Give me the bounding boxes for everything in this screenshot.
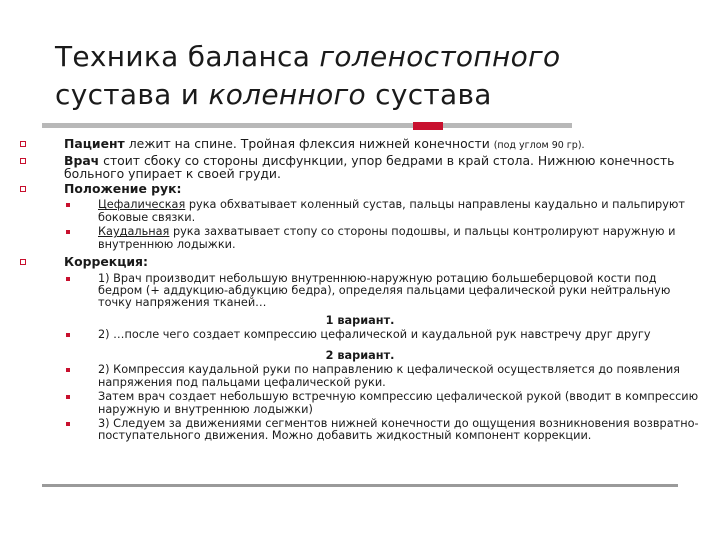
patient-text: лежит на спине. Тройная флексия нижней конечности [124, 136, 494, 151]
correction-step: Затем врач создает небольшую встречную компрессию цефалической рукой (вводит в компрессию наружную и внутреннюю лодыжки) [98, 390, 699, 416]
hollow-bullet-icon [20, 141, 26, 147]
correction-step: 3) Следуем за движениями сегментов нижней конечности до ощущения возникновения возвратно-поступательного движения. Можно добавить жидкостный компонент коррекции. [98, 417, 699, 443]
hollow-bullet-icon [20, 186, 26, 192]
bottom-divider [42, 484, 678, 487]
caudal-text: рука захватывает стопу со стороны подошвы, и пальцы контролируют наружную и внутреннюю лодыжки. [98, 225, 676, 251]
sub-list-item [20, 199, 700, 224]
doctor-label: Врач [64, 152, 100, 168]
slide-title [55, 38, 695, 114]
correction-step: 2) Компрессия каудальной руки по направлению к цефалической осуществляется до появления напряжения под пальцами цефалической руки. [98, 363, 680, 389]
correction-step: 1) Врач производит небольшую внутреннюю-наружную ротацию большеберцовой кости под бедром (+ аддукцию-абдукцию бедра), определяя пальцами цефалической руки нейтральную точку напряжения тканей… [98, 271, 671, 310]
sub-list-item [20, 364, 700, 389]
title-text: сустава и [55, 78, 209, 111]
correction-label: Коррекция: [64, 254, 148, 269]
hands-label: Положение рук: [64, 180, 182, 196]
cephalic-text: рука обхватывает коленный сустав, пальцы направлены каудально и пальпируют боковые связки. [98, 198, 685, 224]
list-item [20, 137, 700, 153]
hollow-bullet-icon [20, 158, 26, 164]
title-italic: голеностопного [319, 40, 561, 73]
patient-note: (под углом 90 гр). [493, 140, 585, 151]
sub-list-item [20, 329, 700, 341]
patient-label: Пациент [64, 136, 125, 151]
title-divider-accent [413, 122, 443, 130]
list-item [20, 182, 700, 196]
slide-body [20, 136, 700, 443]
title-text: сустава [365, 78, 492, 111]
sub-list-item [20, 273, 700, 310]
list-item [20, 255, 700, 269]
title-divider [42, 123, 572, 128]
square-bullet-icon [66, 277, 70, 281]
title-italic: коленного [208, 78, 366, 111]
square-bullet-icon [66, 333, 70, 337]
square-bullet-icon [66, 230, 70, 234]
cephalic-term: Цефалическая [98, 198, 186, 212]
variant-heading: 2 вариант. [325, 348, 395, 362]
variant-heading: 1 вариант. [325, 313, 395, 327]
square-bullet-icon [66, 203, 70, 207]
doctor-text: стоит сбоку со стороны дисфункции, упор бедрами в край стола. Нижнюю конечность больного упирает к своей груди. [64, 152, 675, 182]
caudal-term: Каудальная [98, 225, 170, 239]
list-item [20, 154, 700, 181]
square-bullet-icon [66, 368, 70, 372]
title-text: Техника баланса [55, 40, 320, 73]
sub-list-item [20, 418, 700, 443]
square-bullet-icon [66, 395, 70, 399]
correction-step: 2) …после чего создает компрессию цефалической и каудальной рук навстречу друг другу [98, 328, 651, 342]
hollow-bullet-icon [20, 259, 26, 265]
square-bullet-icon [66, 422, 70, 426]
sub-list-item [20, 391, 700, 416]
sub-list-item [20, 226, 700, 251]
